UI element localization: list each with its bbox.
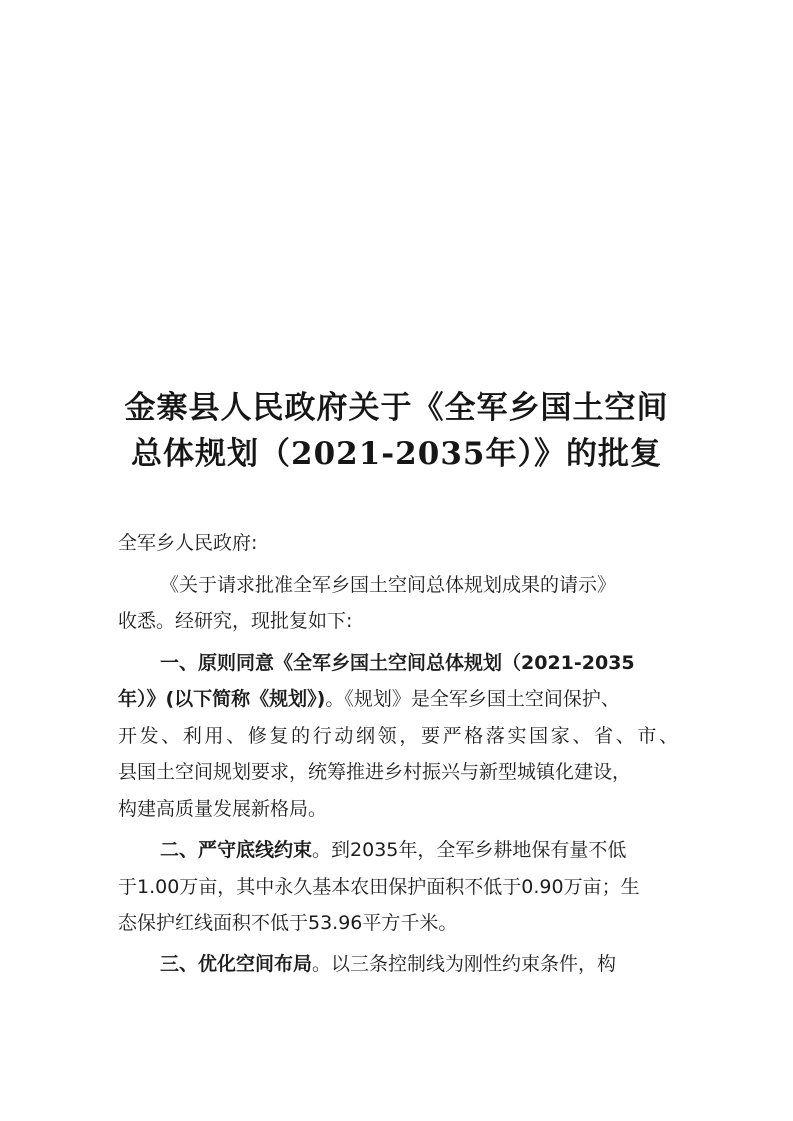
paragraph-3-heading: 二、严守底线约束 [160, 839, 313, 861]
paragraph-2-heading-cont: 年）》(以下简称《规划》) [118, 688, 326, 710]
paragraph-2-line-4: 县国土空间规划要求，统筹推进乡村振兴与新型城镇化建设， [118, 761, 632, 783]
paragraph-1-line-2: 收悉。经研究，现批复如下: [118, 610, 353, 632]
paragraph-1-line-1: 《关于请求批准全军乡国土空间总体规划成果的请示》 [160, 574, 617, 596]
paragraph-2-line-2 [118, 681, 620, 717]
paragraph-3-line-1 [160, 832, 626, 868]
salutation: 全军乡人民政府: [118, 532, 258, 554]
document-title-line-1: 金寨县人民政府关于《全军乡国土空间 [124, 390, 669, 426]
paragraph-4-line-1-text: 。以三条控制线为刚性约束条件，构 [312, 953, 617, 975]
paragraph-4-line-1 [160, 946, 616, 982]
paragraph-4-heading: 三、优化空间布局 [160, 953, 313, 975]
paragraph-2-line-2-text: 。《规划》是全军乡国土空间保护、 [325, 688, 620, 710]
paragraph-2-line-3: 开发、利用、修复的行动纲领，要严格落实国家、省、市、 [118, 725, 678, 747]
paragraph-2-line-5: 构建高质量发展新格局。 [118, 798, 328, 820]
paragraph-3-line-2: 于1.00万亩，其中永久基本农田保护面积不低于0.90万亩；生 [118, 876, 640, 898]
paragraph-3-line-3: 态保护红线面积不低于53.96平方千米。 [118, 912, 458, 934]
document-title-line-2: 总体规划（2021-2035年）》的批复 [131, 436, 662, 472]
paragraph-3-line-1-text: 。到2035年，全军乡耕地保有量不低 [312, 839, 627, 861]
paragraph-2-heading: 一、原则同意《全军乡国土空间总体规划（2021-2035 [160, 652, 635, 674]
paragraph-2-line-1 [160, 645, 635, 681]
